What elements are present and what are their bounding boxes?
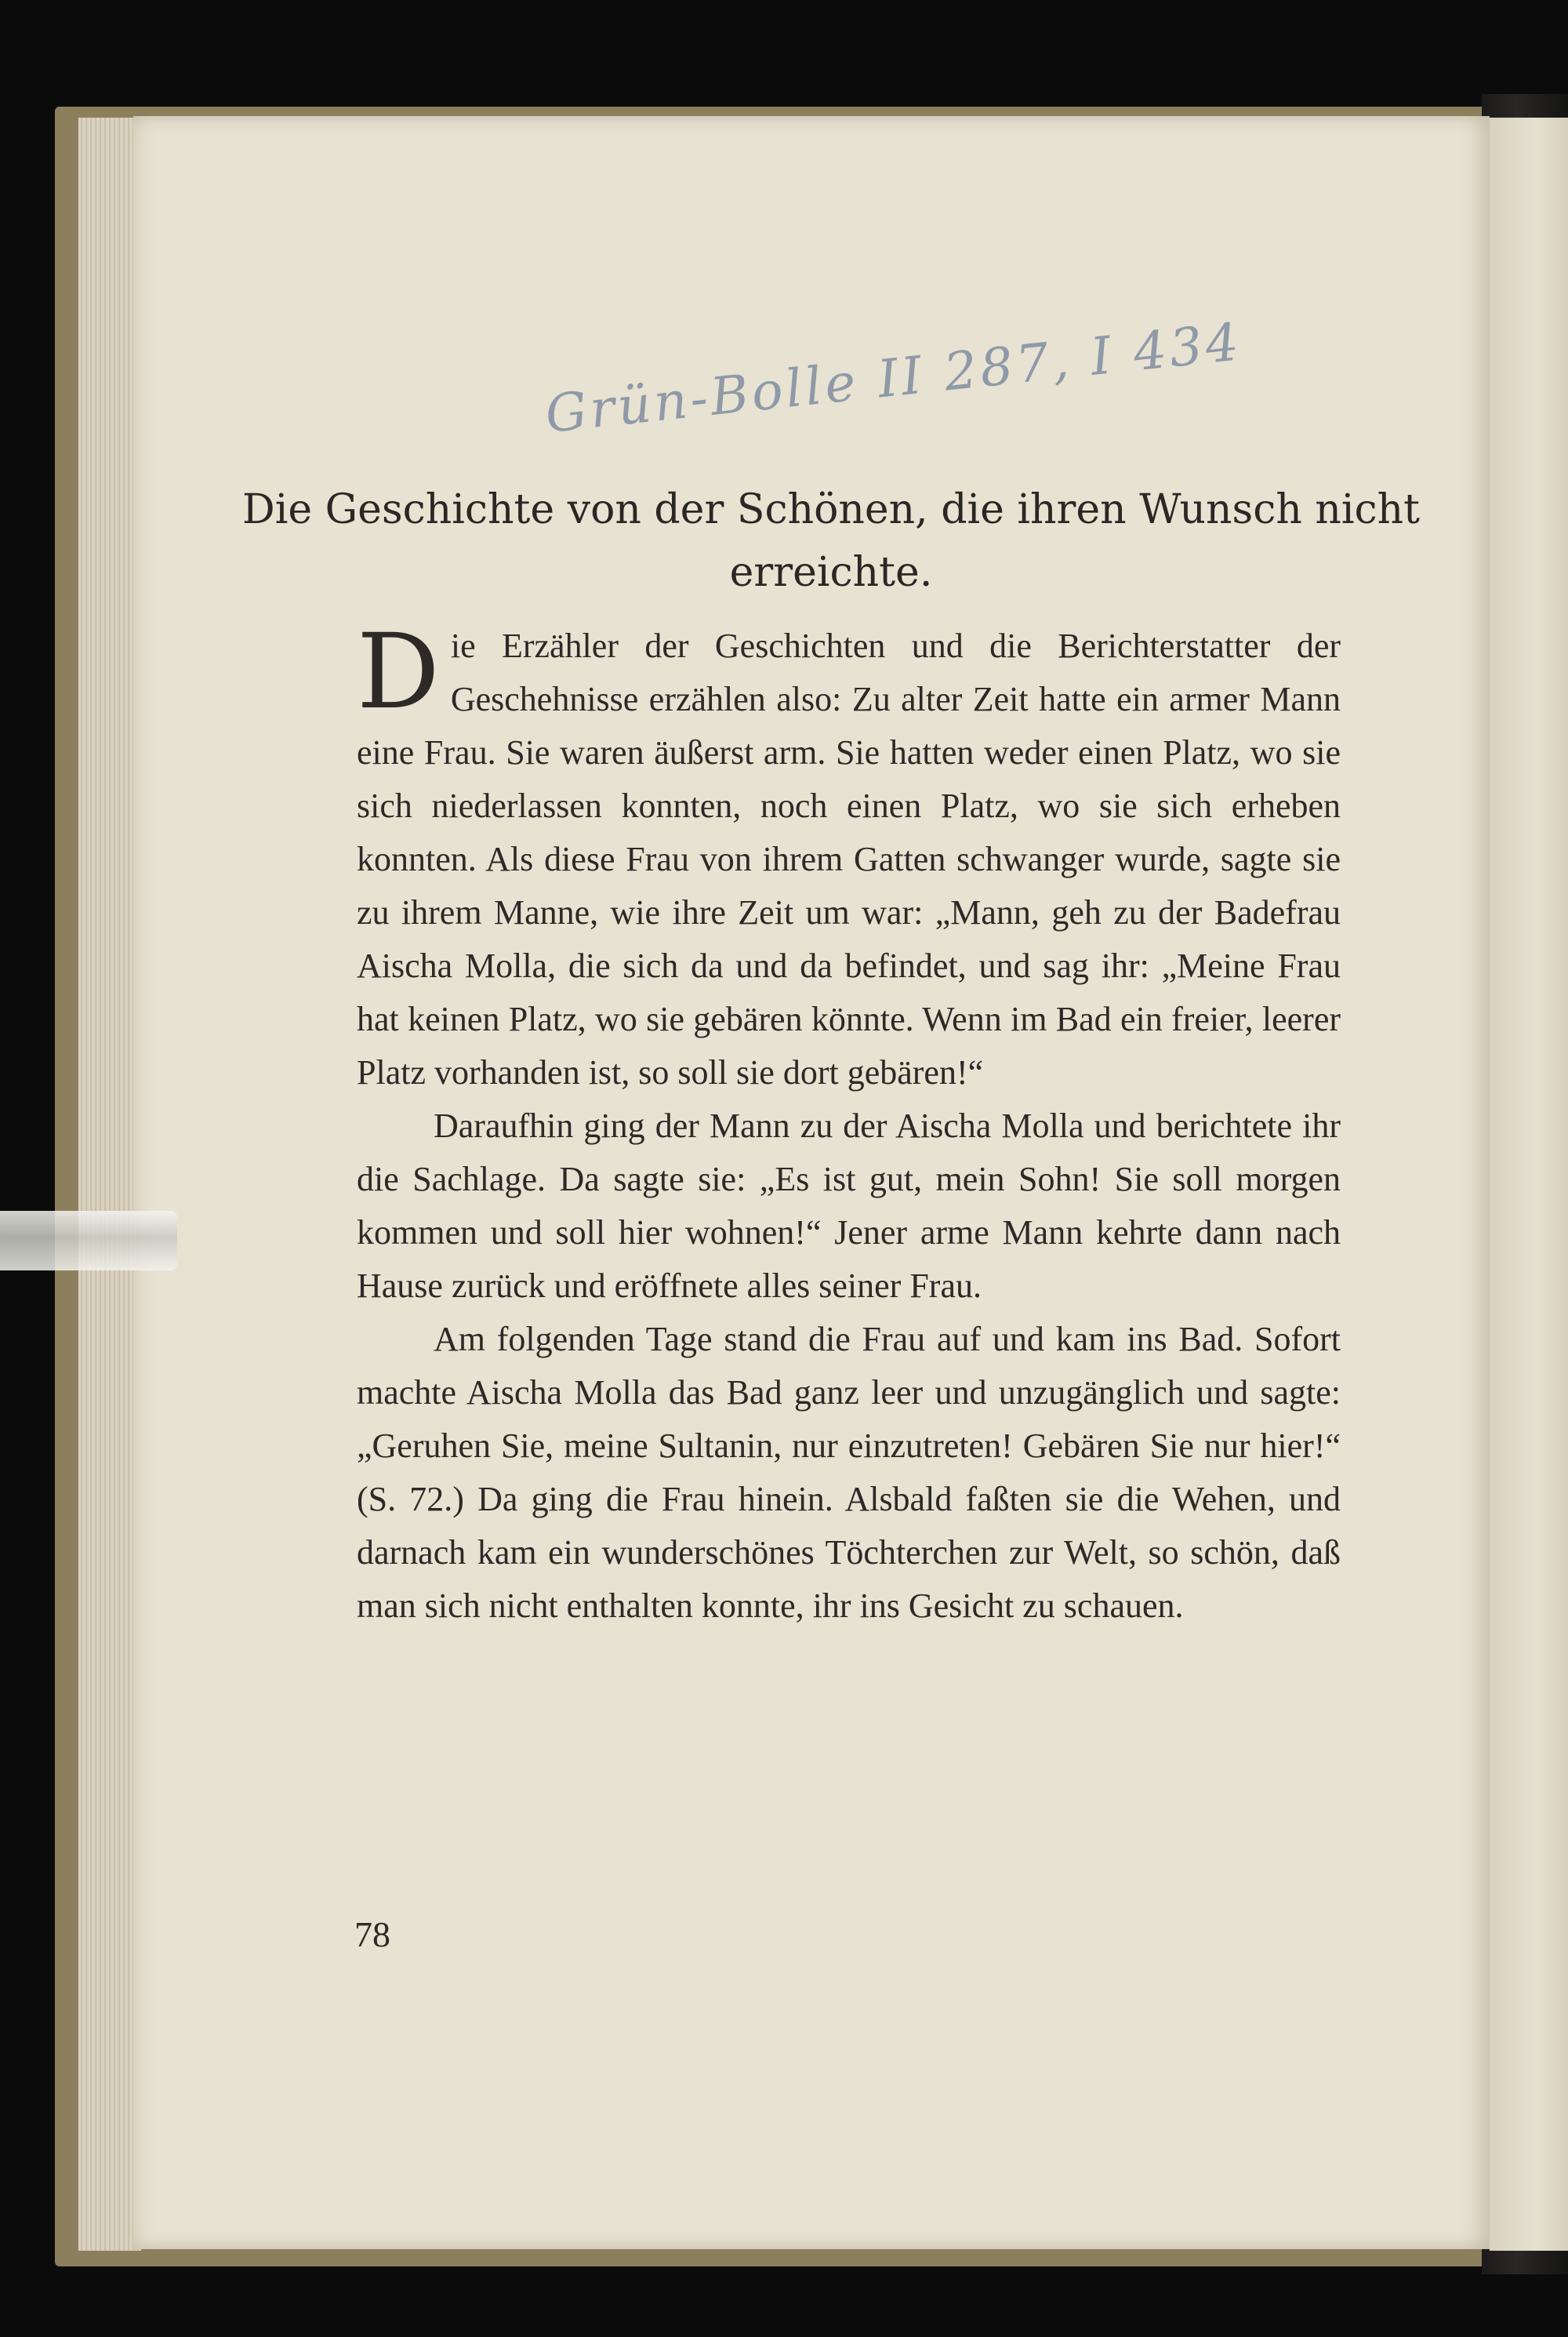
facing-page-edge bbox=[1490, 118, 1568, 2251]
page-edges bbox=[78, 118, 141, 2251]
bookmark-strip[interactable] bbox=[0, 1211, 177, 1270]
drop-cap: D bbox=[357, 612, 440, 732]
paragraph-1-text: ie Erzähler der Geschichten und die Berichterstatter der Geschehnisse erzählen also: Zu alter Zeit hatte ein armer Mann eine Frau. Sie waren äußerst arm. Sie hatten weder einen Platz, wo sie sich niederlassen konnten, noch einen Platz, wo sie sich erheben konnten. Als diese Frau von ihrem Gatten schwanger wurde, sagte sie zu ihrem Manne, wie ihre Zeit um war: „Mann, geh zu der Badefrau Aischa Molla, die sich da und da befindet, und sag ihr: „Meine Frau hat keinen Platz, wo sie gebären könnte. Wenn im Bad ein freier, leerer Platz vorhanden ist, so soll sie dort gebären!“ bbox=[357, 627, 1341, 1092]
paragraph-2: Daraufhin ging der Mann zu der Aischa Molla und berichtete ihr die Sachlage. Da sagte sie: „Es ist gut, mein Sohn! Sie soll morgen kommen und soll hier wohnen!“ Jener arme Mann kehrte dann nach Hause zurück und eröffnete alles seiner Frau. bbox=[357, 1107, 1341, 1305]
body-text bbox=[357, 612, 1341, 1633]
paragraph-3: Am folgenden Tage stand die Frau auf und kam ins Bad. Sofort machte Aischa Molla das Bad ganz leer und unzugänglich und sagte: „Geruhen Sie, meine Sultanin, nur einzutreten! Gebären Sie nur hier!“ (S. 72.) Da ging die Frau hinein. Alsbald faßten sie die Wehen, und darnach kam ein wunderschönes Töchterchen zur Welt, so schön, daß man sich nicht enthalten konnte, ihr ins Gesicht zu schauen. bbox=[357, 1320, 1341, 1625]
chapter-title: Die Geschichte von der Schönen, die ihren Wunsch nicht erreichte. bbox=[242, 486, 1420, 596]
page-number: 78 bbox=[354, 1914, 390, 1954]
handwritten-annotation: Grün-Bolle II 287, I 434 bbox=[542, 311, 1245, 445]
paragraph-1 bbox=[357, 612, 1341, 1099]
